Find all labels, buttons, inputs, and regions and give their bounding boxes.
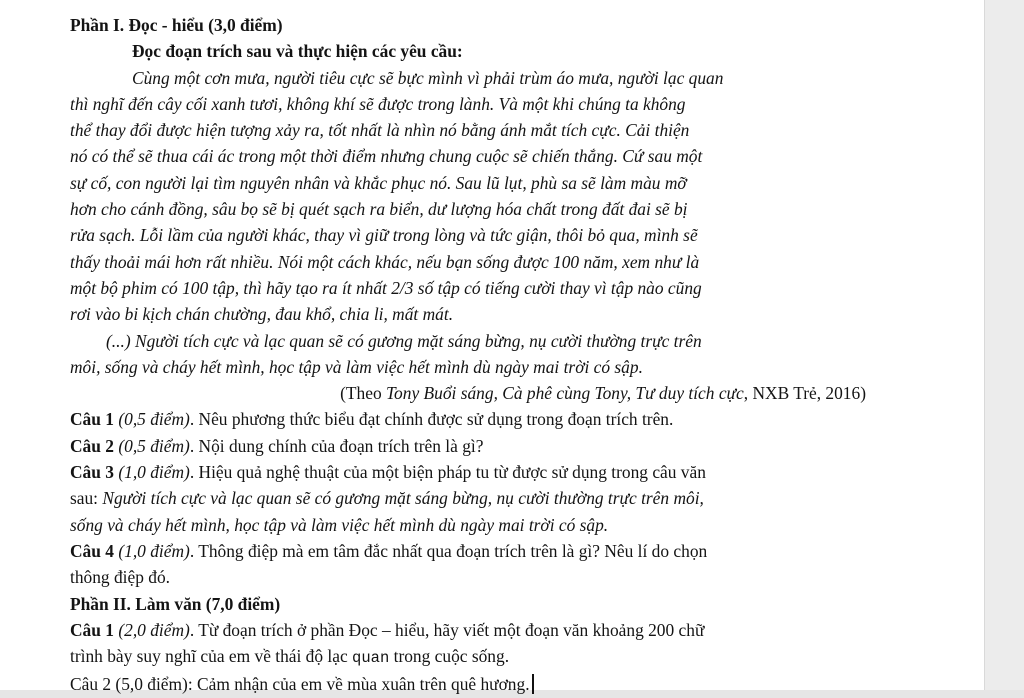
question-3-prefix: sau:: [70, 488, 103, 509]
vertical-scrollbar[interactable]: [984, 0, 1024, 690]
reading-passage: [70, 65, 870, 381]
essay-text-mono: quan: [352, 649, 390, 668]
question-3-quote-line: sống và cháy hết mình, học tập và làm việc hết mình dù ngày mai trời có sập.: [70, 514, 609, 535]
question-points: (1,0 điểm): [118, 540, 190, 561]
passage-line: rửa sạch. Lỗi lầm của người khác, thay vì giữ trong lòng và tức giận, thôi bỏ qua, mình sẽ: [70, 225, 698, 246]
document-content: [70, 12, 870, 698]
essay-text: trình bày suy nghĩ của em về thái độ lạc: [70, 646, 353, 667]
question-points: (0,5 điểm): [118, 409, 190, 430]
question-label: Câu 1: [70, 409, 114, 430]
part1-title: Phần I. Đọc - hiểu (3,0 điểm): [70, 15, 283, 35]
source-open: (Theo: [340, 383, 386, 404]
passage-line: thì nghĩ đến cây cối xanh tươi, không khí sẽ được trong lành. Và một khi chúng ta không: [70, 93, 686, 114]
essay-question-2-text: Câu 2 (5,0 điểm): Cảm nhận của em về mùa xuân trên quê hương.: [70, 674, 530, 695]
passage-line: thể thay đổi được hiện tượng xảy ra, tốt nhất là nhìn nó bằng ánh mắt tích cực. Cải thiện: [70, 120, 690, 141]
question-text: . Nội dung chính của đoạn trích trên là gì?: [189, 435, 484, 456]
question-text: . Thông điệp mà em tâm đắc nhất qua đoạn trích trên là gì? Nêu lí do chọn: [189, 540, 708, 561]
passage-line: sự cố, con người lại tìm nguyên nhân và khắc phục nó. Sau lũ lụt, phù sa sẽ làm màu mỡ: [70, 172, 687, 193]
passage-line: môi, sống và cháy hết mình, học tập và làm việc hết mình dù ngày mai trời có sập.: [70, 356, 643, 377]
question-label: Câu 2: [70, 435, 114, 456]
part1-instruction: Đọc đoạn trích sau và thực hiện các yêu cầu:: [132, 41, 463, 62]
question-1: [70, 406, 870, 432]
essay-question-1-line2: [70, 643, 870, 671]
essay-question-1: [70, 617, 870, 643]
passage-line: nó có thể sẽ thua cái ác trong một thời điểm nhưng chung cuộc sẽ chiến thắng. Cứ sau một: [70, 146, 703, 167]
passage-line: (...) Người tích cực và lạc quan sẽ có gương mặt sáng bừng, nụ cười thường trực trên: [106, 330, 702, 351]
source-close: , NXB Trẻ, 2016): [743, 383, 866, 404]
question-4-line2: thông điệp đó.: [70, 567, 170, 588]
essay-question-2[interactable]: [70, 671, 870, 697]
question-3: [70, 459, 870, 485]
question-points: (0,5 điểm): [118, 435, 190, 456]
question-4: [70, 538, 870, 564]
question-label: Câu 3: [70, 462, 114, 483]
question-label: Câu 4: [70, 540, 114, 561]
passage-line: thấy thoải mái hơn rất nhiều. Nói một cách khác, nếu bạn sống được 100 năm, xem như là: [70, 251, 700, 272]
passage-line: rơi vào bi kịch chán chường, đau khổ, chia li, mất mát.: [70, 304, 454, 325]
question-points: (1,0 điểm): [118, 462, 190, 483]
passage-line: Cùng một cơn mưa, người tiêu cực sẽ bực mình vì phải trùm áo mưa, người lạc quan: [132, 67, 724, 88]
question-text: . Nêu phương thức biểu đạt chính được sử dụng trong đoạn trích trên.: [189, 409, 674, 430]
question-text: . Từ đoạn trích ở phần Đọc – hiểu, hãy viết một đoạn văn khoảng 200 chữ: [189, 619, 705, 640]
passage-line: một bộ phim có 100 tập, thì hãy tạo ra ít nhất 2/3 số tập có tiếng cười thay vì tập nào cũng: [70, 277, 702, 298]
question-3-quote-line: [70, 485, 870, 511]
question-text: . Hiệu quả nghệ thuật của một biện pháp tu từ được sử dụng trong câu văn: [189, 462, 706, 483]
question-label: Câu 1: [70, 619, 114, 640]
question-points: (2,0 điểm): [118, 619, 190, 640]
question-3-quote: Người tích cực và lạc quan sẽ có gương mặt sáng bừng, nụ cười thường trực trên môi,: [102, 488, 704, 509]
question-2: [70, 433, 870, 459]
passage-line: hơn cho cánh đồng, sâu bọ sẽ bị quét sạch ra biển, dư lượng hóa chất trong đất đai sẽ bị: [70, 199, 688, 220]
source-book: Tony Buổi sáng, Cà phê cùng Tony, Tư duy tích cực: [385, 383, 744, 404]
passage-source: [70, 380, 870, 406]
part2-title: Phần II. Làm văn (7,0 điểm): [70, 593, 281, 614]
essay-text: trong cuộc sống.: [389, 646, 510, 667]
text-cursor: [532, 674, 534, 694]
